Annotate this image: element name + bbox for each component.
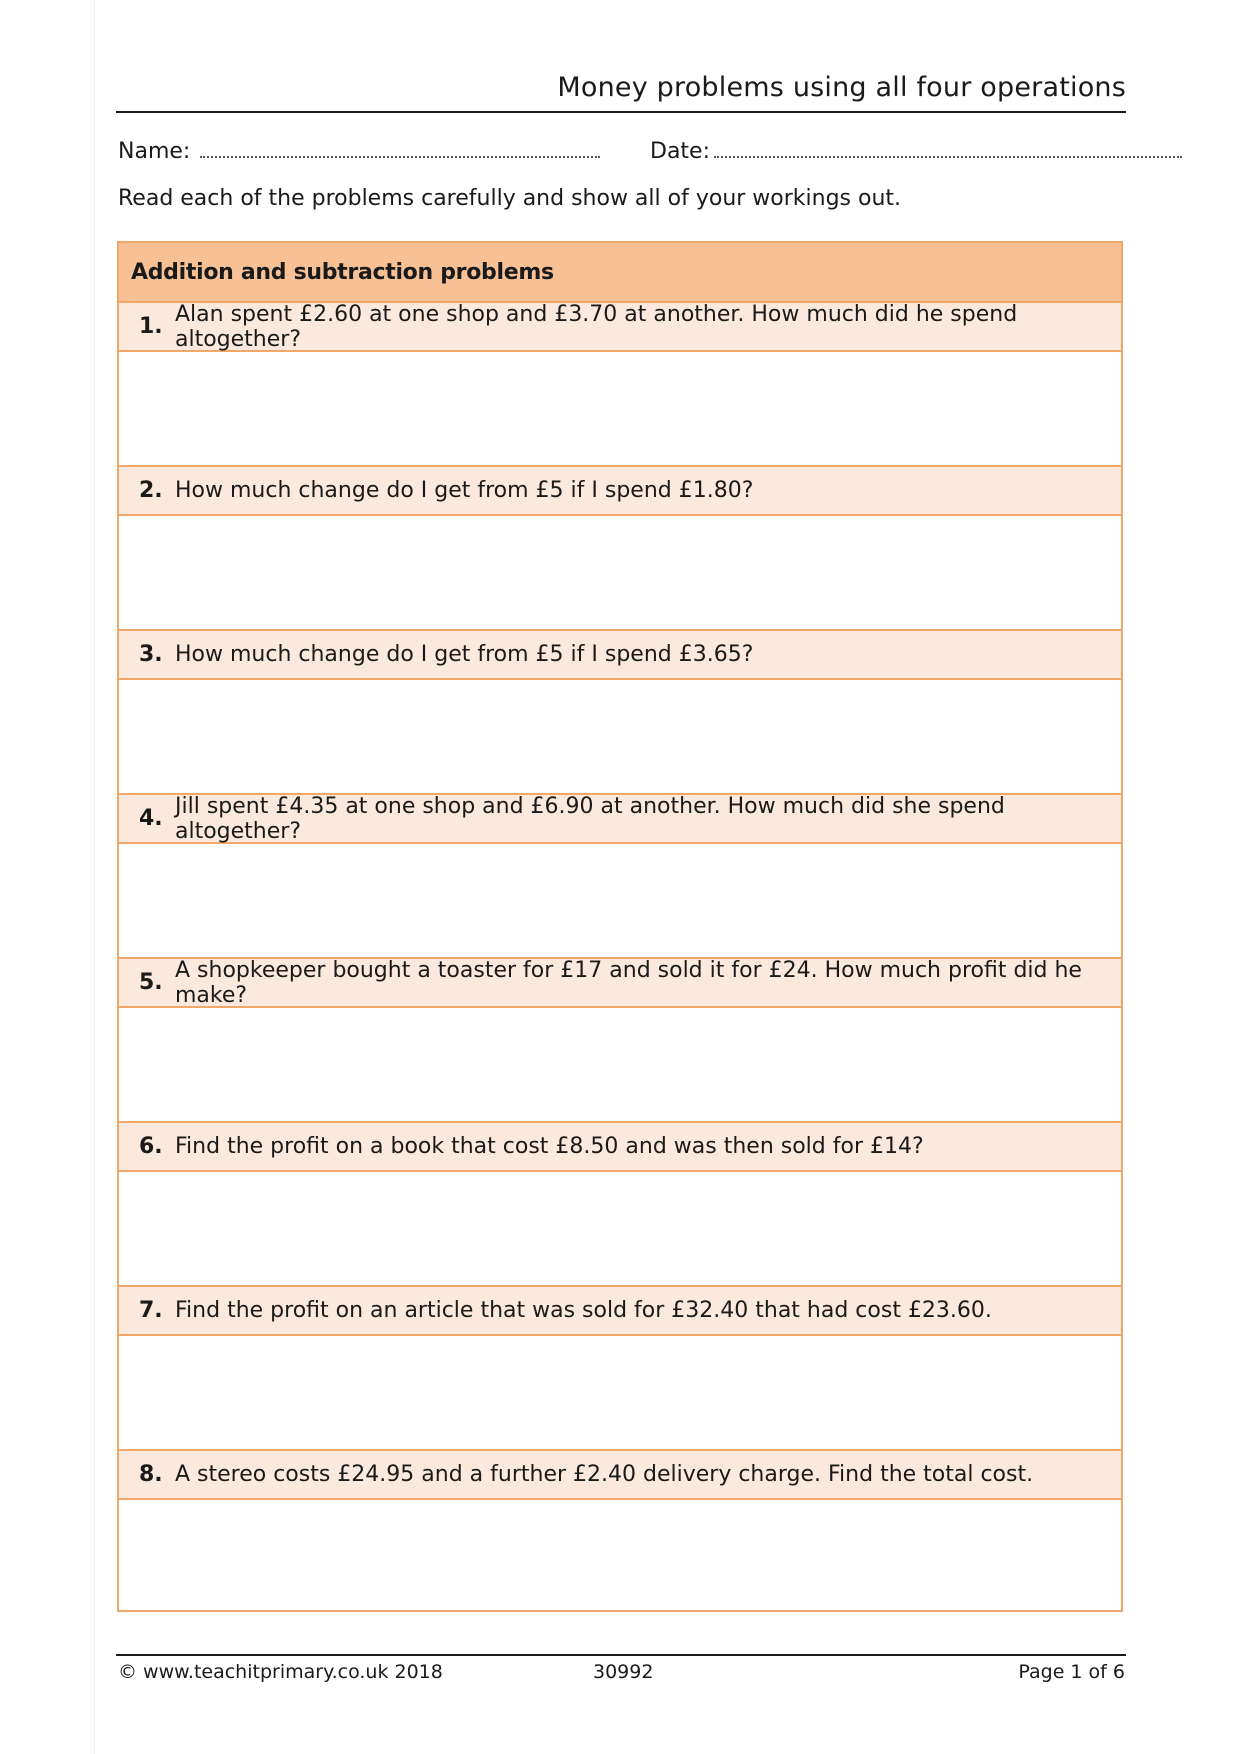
title-rule <box>116 111 1126 113</box>
footer-rule <box>116 1654 1126 1656</box>
answer-space-5[interactable] <box>119 1008 1121 1123</box>
problem-row-4 <box>119 795 1121 844</box>
section-title: Addition and subtraction problems <box>131 259 554 285</box>
problem-row-6 <box>119 1123 1121 1172</box>
name-field[interactable] <box>118 139 600 164</box>
page-edge <box>94 0 95 1754</box>
problem-text: How much change do I get from £5 if I spend £3.65? <box>175 642 754 667</box>
problem-number: 6. <box>139 1134 163 1159</box>
footer-code: 30992 <box>593 1661 654 1683</box>
page-title: Money problems using all four operations <box>557 72 1126 103</box>
problem-number: 7. <box>139 1298 163 1323</box>
problem-text: How much change do I get from £5 if I spend £1.80? <box>175 478 754 503</box>
footer-page-number: Page 1 of 6 <box>1018 1661 1125 1683</box>
problem-text: Alan spent £2.60 at one shop and £3.70 at another. How much did he spend altogether? <box>175 301 1018 352</box>
answer-space-1[interactable] <box>119 352 1121 467</box>
date-field[interactable] <box>650 139 1182 164</box>
problem-number: 1. <box>139 314 163 339</box>
instructions: Read each of the problems carefully and show all of your workings out. <box>118 186 902 211</box>
problem-text: Jill spent £4.35 at one shop and £6.90 at another. How much did she spend altogether? <box>175 793 1005 844</box>
problem-row-7 <box>119 1287 1121 1336</box>
date-dotted-line[interactable] <box>714 142 1182 158</box>
section-header <box>119 243 1121 303</box>
problem-number: 2. <box>139 478 163 503</box>
problem-text: A stereo costs £24.95 and a further £2.40 delivery charge. Find the total cost. <box>175 1462 1034 1487</box>
answer-space-4[interactable] <box>119 844 1121 959</box>
problem-row-3 <box>119 631 1121 680</box>
name-dotted-line[interactable] <box>200 142 600 158</box>
answer-space-2[interactable] <box>119 516 1121 631</box>
problem-row-2 <box>119 467 1121 516</box>
footer-copyright: © www.teachitprimary.co.uk 2018 <box>118 1661 443 1683</box>
problem-number: 3. <box>139 642 163 667</box>
answer-space-7[interactable] <box>119 1336 1121 1451</box>
problem-number: 8. <box>139 1462 163 1487</box>
problem-row-1 <box>119 303 1121 352</box>
answer-space-8[interactable] <box>119 1500 1121 1610</box>
answer-space-3[interactable] <box>119 680 1121 795</box>
problem-number: 5. <box>139 970 163 995</box>
problem-number: 4. <box>139 806 163 831</box>
name-label: Name: <box>118 139 191 164</box>
problem-text: A shopkeeper bought a toaster for £17 and sold it for £24. How much profit did he make? <box>175 957 1082 1008</box>
problem-text: Find the profit on a book that cost £8.50 and was then sold for £14? <box>175 1134 924 1159</box>
problem-text: Find the profit on an article that was sold for £32.40 that had cost £23.60. <box>175 1298 992 1323</box>
problem-row-8 <box>119 1451 1121 1500</box>
problems-table <box>117 241 1123 1612</box>
problem-row-5 <box>119 959 1121 1008</box>
answer-space-6[interactable] <box>119 1172 1121 1287</box>
date-label: Date: <box>650 139 710 164</box>
